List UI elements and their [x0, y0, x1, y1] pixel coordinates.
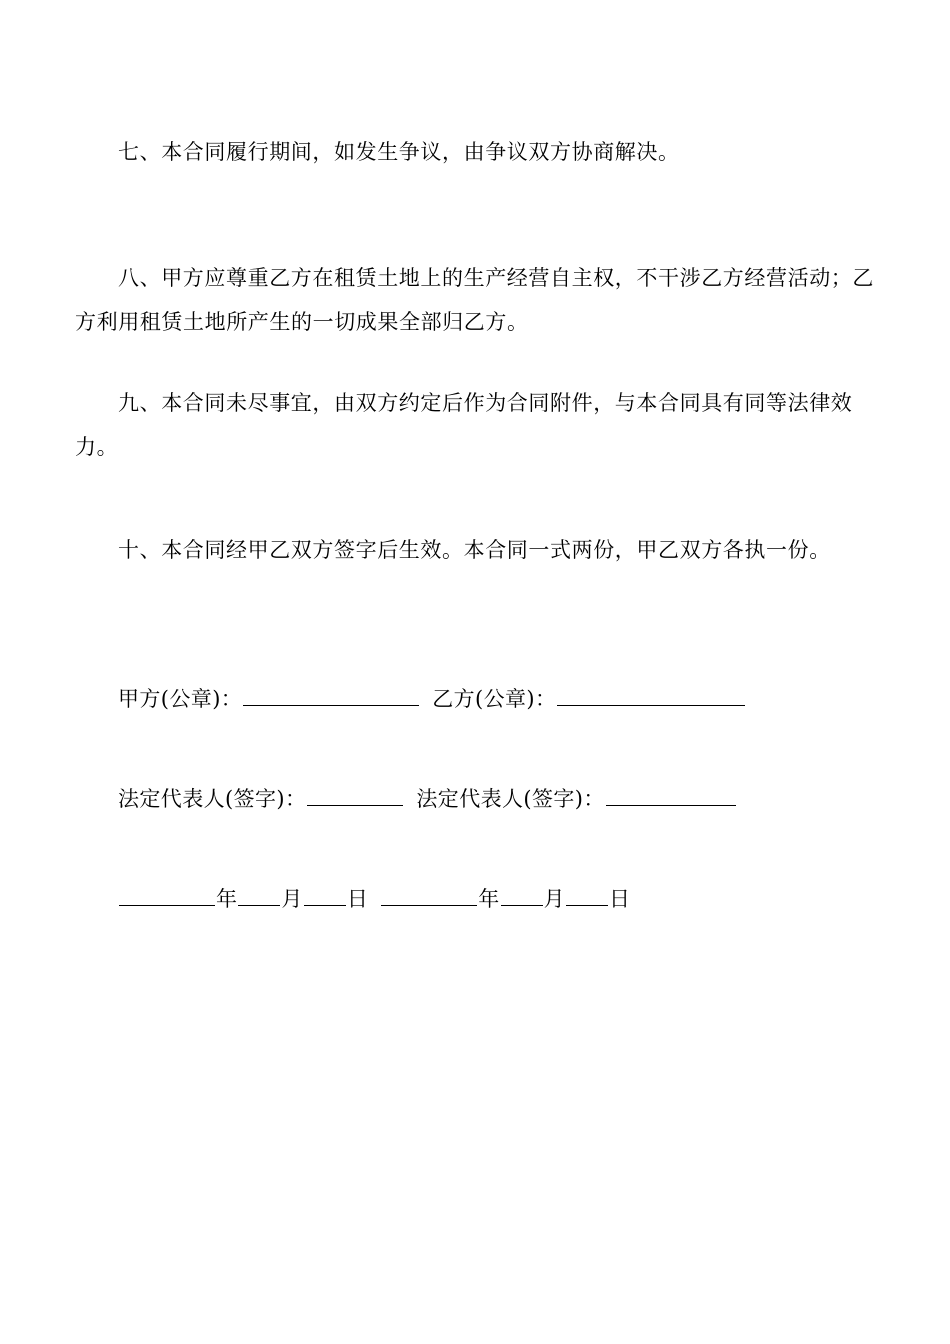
day-label-a: 日: [346, 887, 369, 911]
seal-line: [118, 684, 746, 714]
party-a-year-blank[interactable]: [119, 885, 215, 906]
clause-nine: 九、本合同未尽事宜，由双方约定后作为合同附件，与本合同具有同等法律效力。: [75, 391, 853, 459]
party-b-year-blank[interactable]: [381, 885, 477, 906]
representative-line: [118, 784, 737, 814]
party-b-seal-label: 乙方(公章)：: [432, 687, 557, 711]
party-b-day-blank[interactable]: [566, 885, 608, 906]
party-a-month-blank[interactable]: [238, 885, 280, 906]
clause-eight: 八、甲方应尊重乙方在租赁土地上的生产经营自主权，不干涉乙方经营活动；乙方利用租赁土地所产生的一切成果全部归乙方。: [75, 266, 874, 334]
year-label-b: 年: [478, 887, 500, 911]
party-a-day-blank[interactable]: [304, 885, 346, 906]
clause-seven: 七、本合同履行期间，如发生争议，由争议双方协商解决。: [118, 140, 680, 164]
year-label-a: 年: [216, 887, 238, 911]
party-a-rep-label: 法定代表人(签字)：: [118, 787, 307, 811]
party-a-rep-blank[interactable]: [307, 785, 403, 806]
day-label-b: 日: [609, 887, 631, 911]
month-label-b: 月: [543, 887, 566, 911]
party-b-rep-blank[interactable]: [606, 785, 736, 806]
party-b-month-blank[interactable]: [501, 885, 543, 906]
party-b-seal-blank[interactable]: [557, 685, 745, 706]
party-a-seal-blank[interactable]: [243, 685, 419, 706]
party-a-seal-label: 甲方(公章)：: [118, 687, 243, 711]
party-b-rep-label: 法定代表人(签字)：: [416, 787, 605, 811]
date-line: [118, 884, 630, 914]
clause-ten: 十、本合同经甲乙双方签字后生效。本合同一式两份，甲乙双方各执一份。: [118, 538, 831, 562]
month-label-a: 月: [281, 887, 303, 911]
